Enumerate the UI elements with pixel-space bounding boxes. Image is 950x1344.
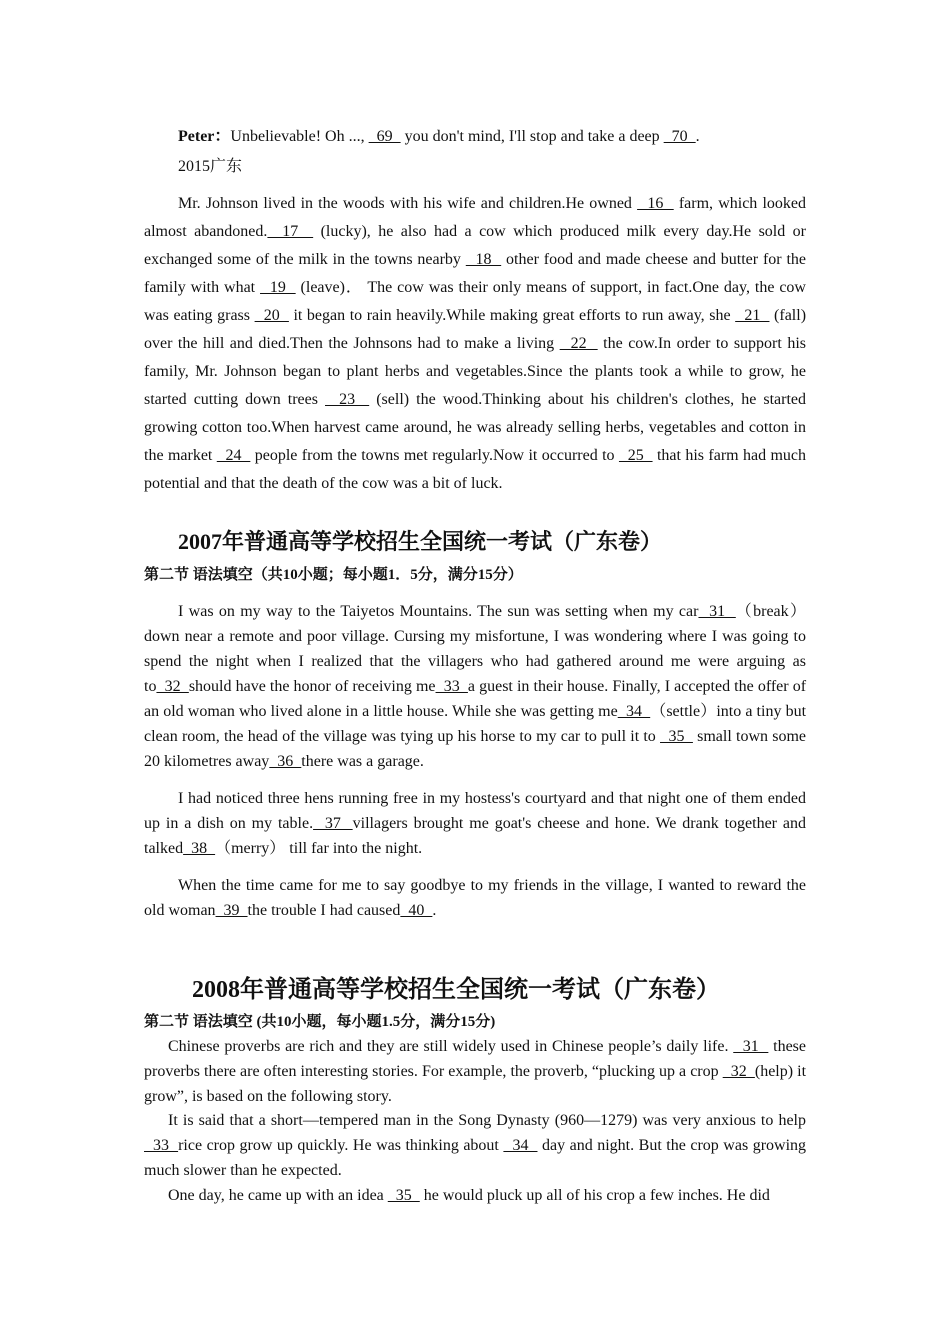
text-segment: that his farm had much potential and that the death of the cow was a bit of luck. xyxy=(144,447,807,492)
blank-20: 20 xyxy=(254,307,289,324)
blank-32: 32 xyxy=(722,1062,755,1080)
text-segment: rice crop grow up quickly. He was thinking about xyxy=(178,1137,504,1155)
text-segment: farm, which looked almost abandoned. xyxy=(144,195,807,240)
text-segment: （merry） till far into the night. xyxy=(215,840,423,857)
blank-69: 69 xyxy=(368,128,401,145)
text-segment: it began to rain heavily.While making great efforts to run away, she xyxy=(288,307,736,324)
blank-23: 23 xyxy=(325,391,370,408)
paragraph xyxy=(144,190,806,498)
blank-21: 21 xyxy=(735,307,770,324)
blank-33: 33 xyxy=(144,1137,179,1155)
peter-dialogue xyxy=(144,126,806,178)
text-segment: I had noticed three hens running free in my hostess's courtyard and that night one of them ended up in a dish on my table. xyxy=(144,790,806,832)
blank-35: 35 xyxy=(660,728,693,745)
blank-36: 36 xyxy=(269,753,302,770)
text-segment: these proverbs there are often interesting stories. For example, the proverb, “plucking up a crop xyxy=(144,1038,807,1080)
blank-18: 18 xyxy=(465,251,502,268)
section-2008-subtitle: 第二节 语法填空 (共10小题，每小题1.5分，满分15分) xyxy=(144,1014,496,1030)
blank-31: 31 xyxy=(733,1038,769,1055)
blank-38: 38 xyxy=(183,840,216,857)
paragraph xyxy=(144,873,806,923)
blank-33: 33 xyxy=(435,678,468,695)
blank-32: 32 xyxy=(156,678,189,695)
text-segment: a guest in their house. Finally, I accepted the offer of an old woman who lived alone in a little house. While she was getting me xyxy=(144,678,807,720)
text-segment: the trouble I had caused xyxy=(247,902,401,919)
text-segment: the cow.In order to support his family, Mr. Johnson began to plant herbs and vegetables.Since the plants took a while to grow, he started cutting down trees xyxy=(144,335,807,408)
blank-39: 39 xyxy=(215,902,248,919)
label-2015: 2015广东 xyxy=(178,158,243,175)
paragraph xyxy=(144,1184,806,1209)
text-segment: . xyxy=(695,128,700,145)
paragraph xyxy=(144,786,806,861)
text-segment: he would pluck up all of his crop a few inches. He did xyxy=(419,1186,770,1204)
section-2007 xyxy=(144,528,806,923)
peter-line xyxy=(144,126,806,148)
text-segment: people from the towns met regularly.Now it occurred to xyxy=(250,447,619,464)
blank-19: 19 xyxy=(260,279,296,296)
text-segment: day and night. But the crop was growing much slower than he expected. xyxy=(144,1137,807,1179)
text-segment: you don't mind, I'll stop and take a deep xyxy=(400,128,664,145)
blank-70: 70 xyxy=(663,128,696,145)
section-2007-subtitle: 第二节 语法填空（共10小题；每小题1．5分，满分15分） xyxy=(144,567,523,583)
text-segment: should have the honor of receiving me xyxy=(188,678,436,695)
text-segment: Unbelievable! Oh ..., xyxy=(230,128,369,145)
section-2007-title: 2007年普通高等学校招生全国统一考试（广东卷） xyxy=(178,529,663,554)
blank-17: 17 xyxy=(267,223,314,240)
blank-40: 40 xyxy=(400,902,433,919)
text-segment: (fall) over the hill and died.Then the Johnsons had to make a living xyxy=(144,307,807,352)
section-2008-title: 2008年普通高等学校招生全国统一考试（广东卷） xyxy=(192,977,720,1003)
text-segment: there was a garage. xyxy=(301,753,424,770)
text-segment: other food and made cheese and butter for the family with what xyxy=(144,251,807,296)
text-segment: (help) it grow”, is based on the following story. xyxy=(144,1062,807,1105)
blank-31: 31 xyxy=(698,603,736,620)
paragraph xyxy=(144,1035,806,1109)
text-segment: Mr. Johnson lived in the woods with his wife and children.He owned xyxy=(178,195,638,212)
text-segment: （break）down near a remote and poor village. Cursing my misfortune, I was wondering where I was going to spend the night when I realized that the villagers who had gathered around me were arguing as to xyxy=(144,603,806,695)
text-segment: Chinese proverbs are rich and they are still widely used in Chinese people’s daily life. xyxy=(168,1038,734,1055)
text-segment: It is said that a short—tempered man in the Song Dynasty (960—1279) was very anxious to help xyxy=(168,1112,806,1130)
blank-24: 24 xyxy=(216,447,251,464)
blank-22: 22 xyxy=(559,335,598,352)
paragraph xyxy=(144,1109,806,1183)
text-segment: villagers brought me goat's cheese and hone. We drank together and talked xyxy=(144,815,806,857)
text-segment: (leave)． The cow was their only means of support, in fact.One day, the cow was eating grass xyxy=(144,279,806,324)
text-segment: (sell) the wood.Thinking about his children's clothes, he started growing cotton too.When harvest came around, he was already selling herbs, vegetables and cotton in the market xyxy=(144,391,807,464)
section-2008 xyxy=(144,975,806,1209)
blank-37: 37 xyxy=(313,815,353,832)
text-segment: One day, he came up with an idea xyxy=(168,1186,388,1204)
text-segment: When the time came for me to say goodbye to my friends in the village, I wanted to reward the old woman xyxy=(144,877,806,919)
text-segment: I was on my way to the Taiyetos Mountains. The sun was setting when my car xyxy=(178,603,699,620)
speaker-name: Peter： xyxy=(178,128,231,145)
paragraph xyxy=(144,599,806,774)
blank-25: 25 xyxy=(618,447,653,464)
blank-16: 16 xyxy=(637,195,674,212)
passage-2015 xyxy=(144,190,806,498)
text-segment: small town some 20 kilometres away xyxy=(144,728,806,770)
text-segment: . xyxy=(432,902,437,919)
text-segment: （settle）into a tiny but clean room, the head of the village was tying up his horse to my car to pull it to xyxy=(144,703,807,745)
blank-34: 34 xyxy=(617,703,651,720)
blank-34: 34 xyxy=(503,1137,538,1155)
text-segment: (lucky), he also had a cow which produced milk every day.He sold or exchanged some of the milk in the towns nearby xyxy=(144,223,806,268)
blank-35: 35 xyxy=(387,1186,420,1204)
